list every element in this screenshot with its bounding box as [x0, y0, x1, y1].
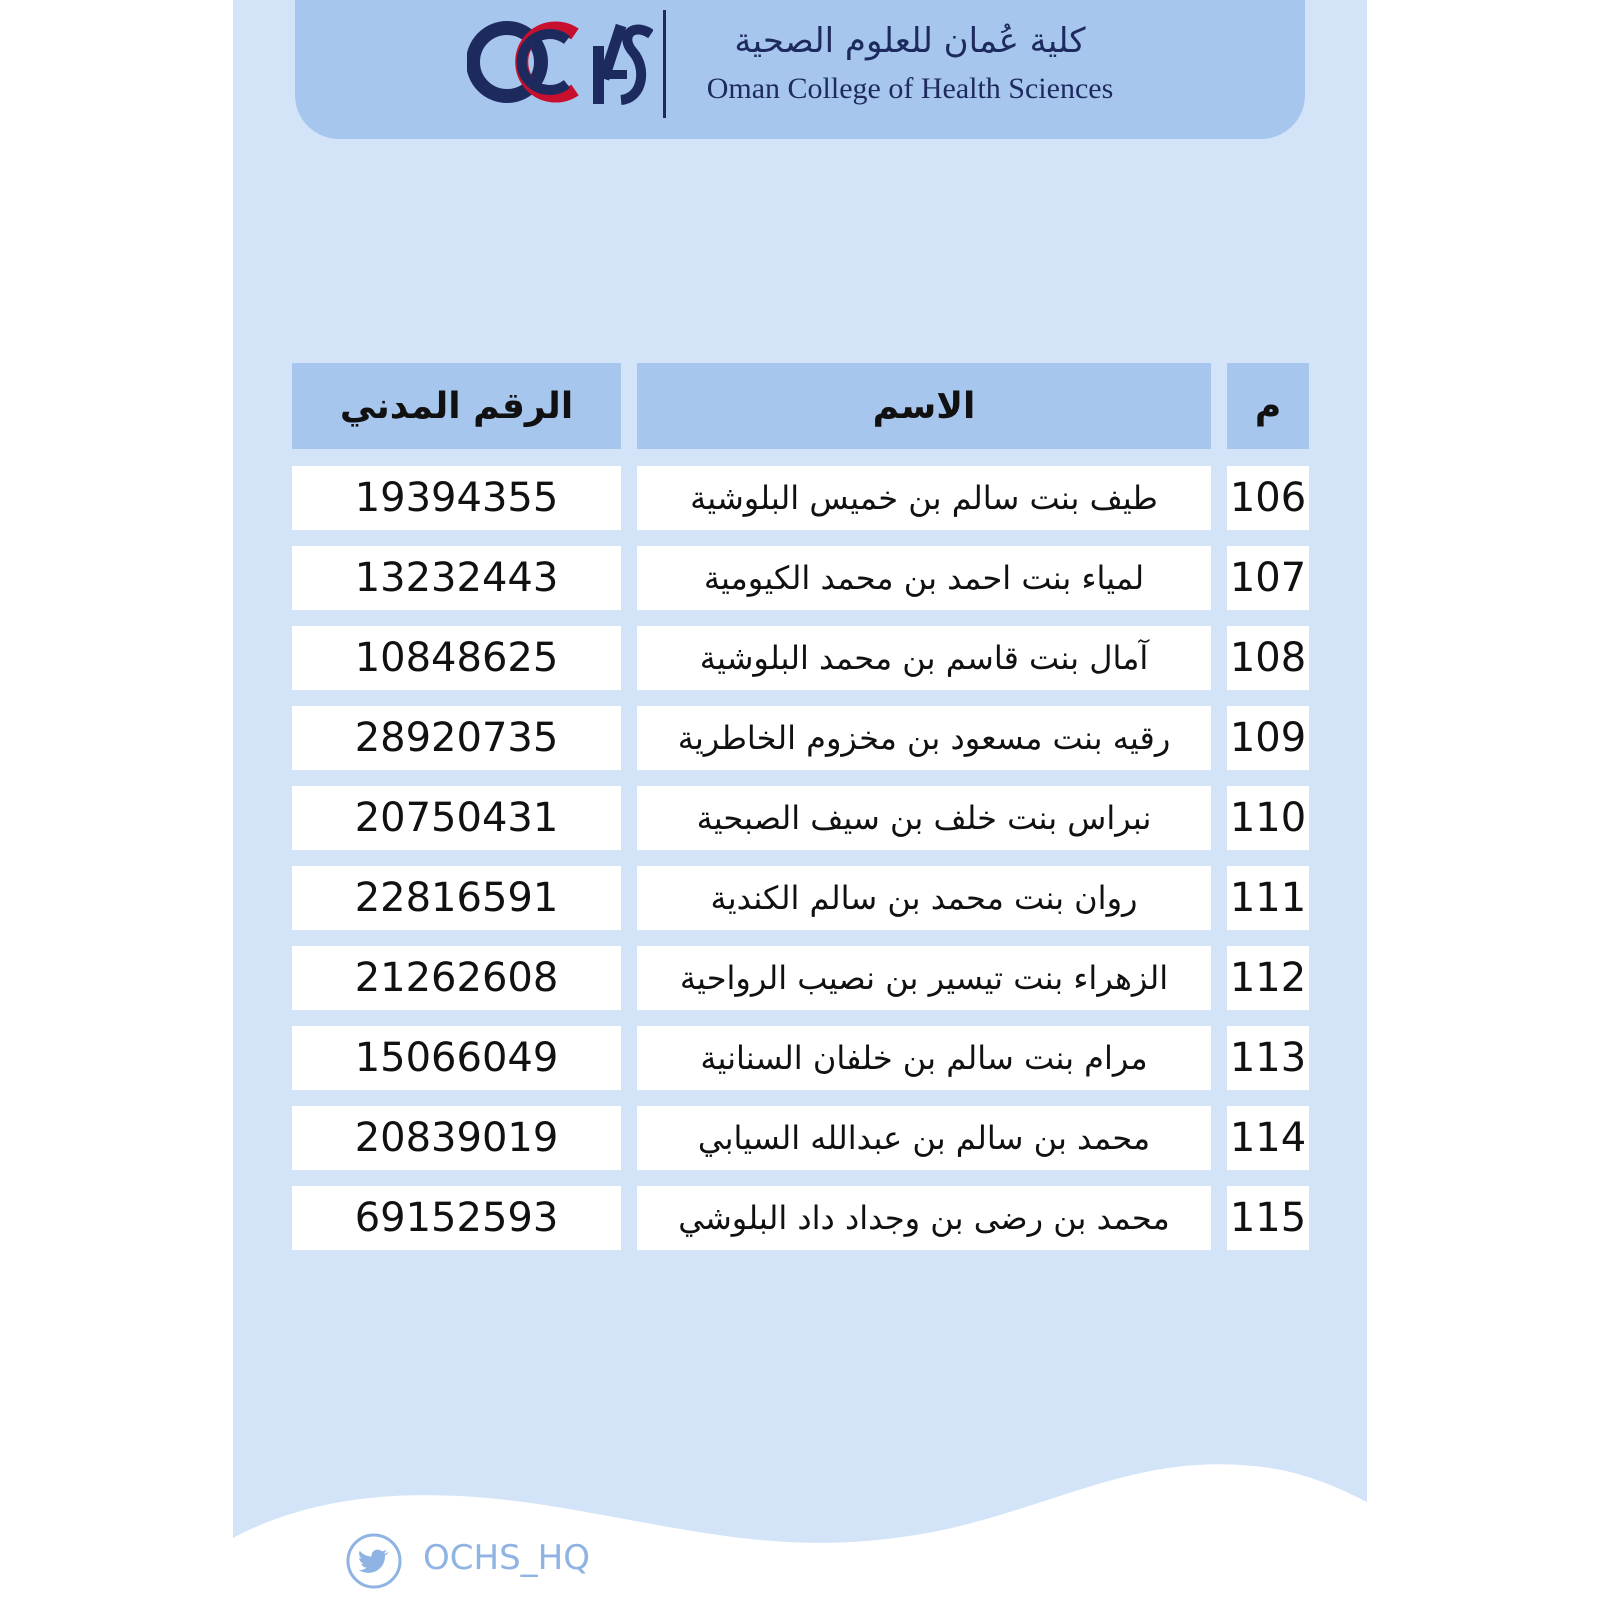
college-name-arabic: كلية عُمان للعلوم الصحية — [734, 21, 1086, 61]
header-index: م — [1227, 363, 1309, 449]
content-panel — [233, 0, 1367, 1600]
header-name: الاسم — [637, 363, 1211, 449]
name-cell: نبراس بنت خلف بن سيف الصبحية — [637, 786, 1211, 850]
name-cell: روان بنت محمد بن سالم الكندية — [637, 866, 1211, 930]
index-cell: 109 — [1227, 706, 1309, 770]
index-cell: 110 — [1227, 786, 1309, 850]
college-name-english: Oman College of Health Sciences — [706, 72, 1114, 105]
index-cell: 106 — [1227, 466, 1309, 530]
name-cell: مرام بنت سالم بن خلفان السنانية — [637, 1026, 1211, 1090]
footer-wave — [233, 1460, 1367, 1600]
index-cell: 107 — [1227, 546, 1309, 610]
index-cell: 112 — [1227, 946, 1309, 1010]
ochs-logo-icon — [467, 12, 653, 112]
header-civil-id: الرقم المدني — [292, 363, 621, 449]
index-cell: 111 — [1227, 866, 1309, 930]
civil-id-cell: 10848625 — [292, 626, 621, 690]
name-cell: رقيه بنت مسعود بن مخزوم الخاطرية — [637, 706, 1211, 770]
civil-id-cell: 28920735 — [292, 706, 621, 770]
civil-id-cell: 13232443 — [292, 546, 621, 610]
civil-id-cell: 15066049 — [292, 1026, 621, 1090]
index-cell: 114 — [1227, 1106, 1309, 1170]
header-banner — [295, 0, 1305, 139]
name-cell: لمياء بنت احمد بن محمد الكيومية — [637, 546, 1211, 610]
index-cell: 108 — [1227, 626, 1309, 690]
name-cell: محمد بن سالم بن عبدالله السيابي — [637, 1106, 1211, 1170]
civil-id-cell: 20839019 — [292, 1106, 621, 1170]
civil-id-cell: 69152593 — [292, 1186, 621, 1250]
name-cell: محمد بن رضى بن وجداد داد البلوشي — [637, 1186, 1211, 1250]
index-cell: 115 — [1227, 1186, 1309, 1250]
civil-id-cell: 20750431 — [292, 786, 621, 850]
twitter-handle[interactable]: OCHS_HQ — [423, 1538, 590, 1578]
name-cell: الزهراء بنت تيسير بن نصيب الرواحية — [637, 946, 1211, 1010]
civil-id-cell: 22816591 — [292, 866, 621, 930]
name-cell: آمال بنت قاسم بن محمد البلوشية — [637, 626, 1211, 690]
logo-divider — [663, 10, 666, 118]
name-cell: طيف بنت سالم بن خميس البلوشية — [637, 466, 1211, 530]
twitter-bird-icon[interactable] — [345, 1532, 403, 1590]
civil-id-cell: 21262608 — [292, 946, 621, 1010]
index-cell: 113 — [1227, 1026, 1309, 1090]
civil-id-cell: 19394355 — [292, 466, 621, 530]
